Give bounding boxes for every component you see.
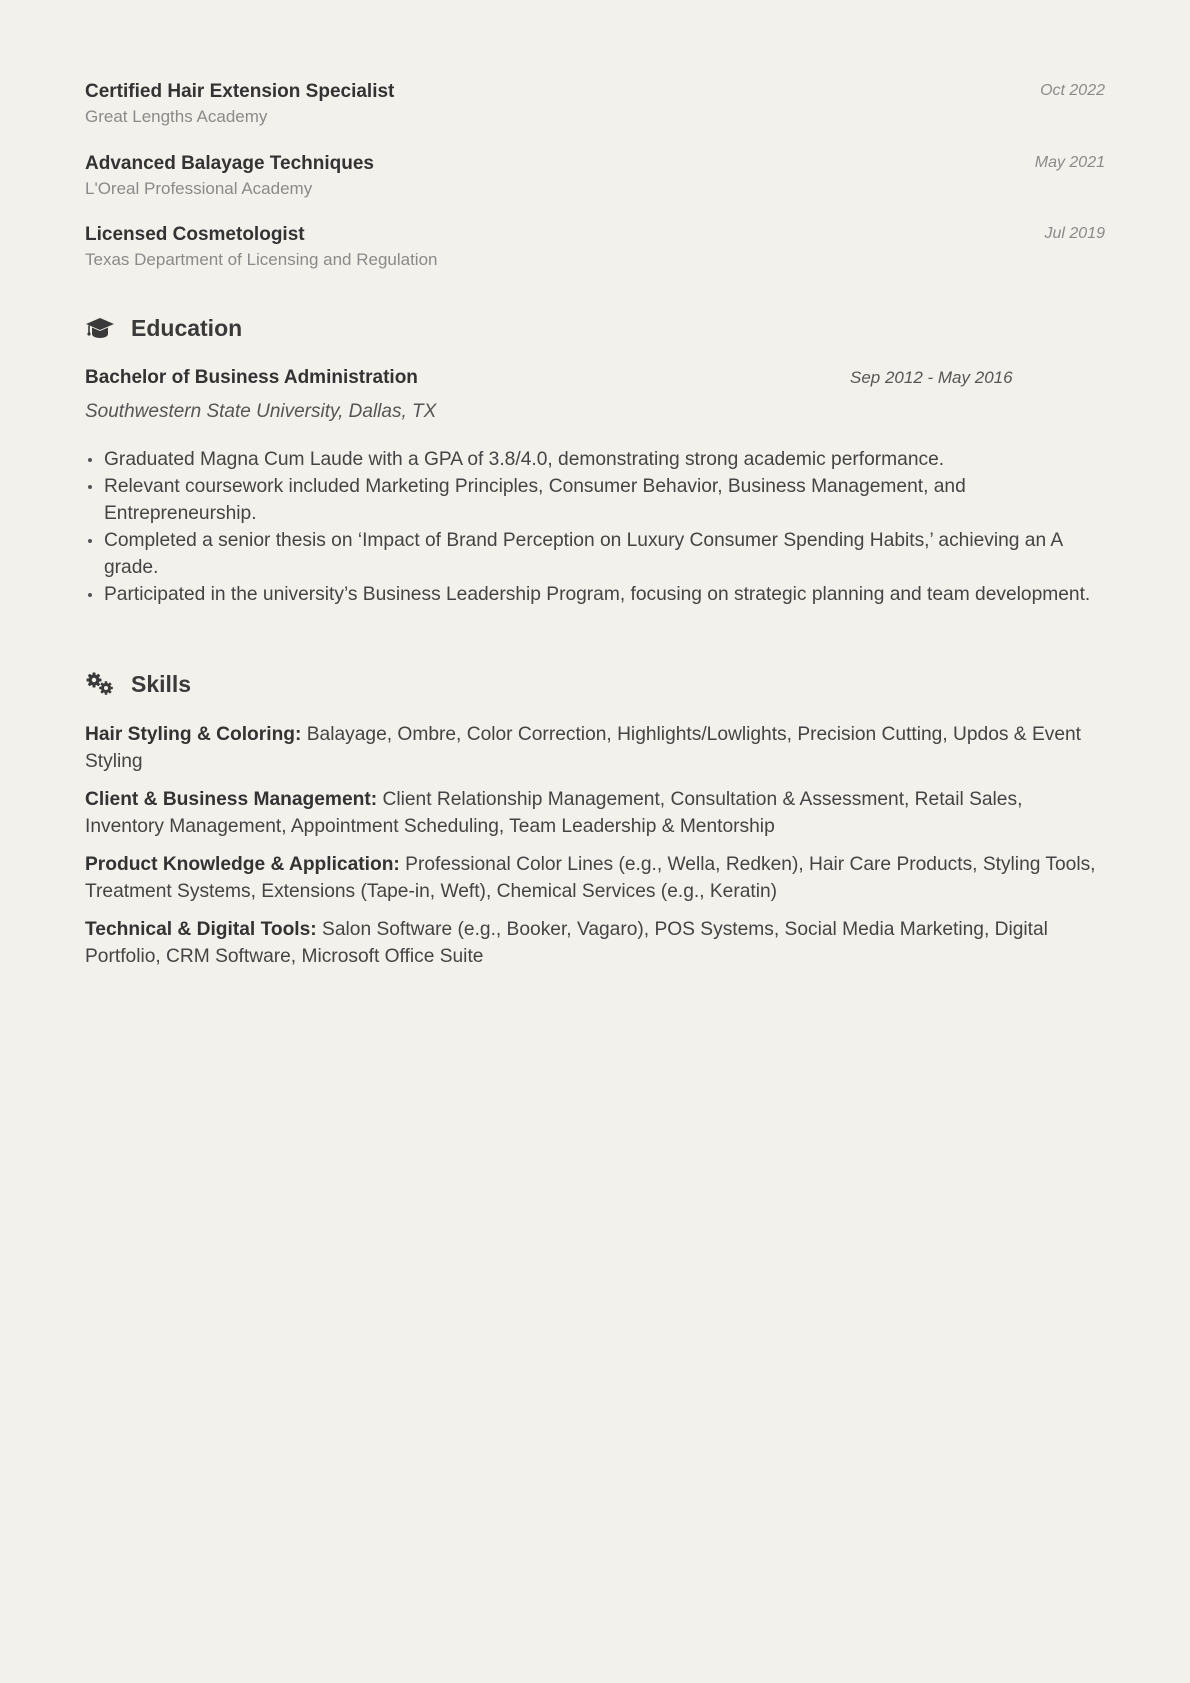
education-section-header bbox=[85, 314, 242, 342]
education-dates: Sep 2012 - May 2016 bbox=[850, 368, 1013, 387]
certification-issuer: Texas Department of Licensing and Regulation bbox=[85, 250, 438, 269]
skill-row bbox=[85, 721, 1105, 775]
certification-date: Oct 2022 bbox=[1040, 82, 1105, 99]
skill-items: Client Relationship Management, Consultation & Assessment, Retail Sales, Inventory Management, Appointment Scheduling, Team Leadership & Mentorship bbox=[85, 789, 1023, 837]
certification-item bbox=[85, 223, 1105, 271]
list-item: Relevant coursework included Marketing Principles, Consumer Behavior, Business Management, and Entrepreneurship. bbox=[104, 473, 1105, 527]
education-degree: Bachelor of Business Administration bbox=[85, 367, 418, 388]
skill-category-label: Hair Styling & Coloring: bbox=[85, 724, 302, 745]
certification-title: Certified Hair Extension Specialist bbox=[85, 81, 395, 102]
certification-issuer: Great Lengths Academy bbox=[85, 107, 268, 126]
skill-category-label: Product Knowledge & Application: bbox=[85, 854, 400, 875]
education-bullet-list bbox=[85, 446, 1105, 608]
certification-date: Jul 2019 bbox=[1044, 225, 1105, 242]
skill-category-label: Technical & Digital Tools: bbox=[85, 919, 317, 940]
skills-section-header bbox=[85, 670, 191, 698]
graduation-cap-icon bbox=[85, 316, 115, 340]
skill-items: Professional Color Lines (e.g., Wella, Redken), Hair Care Products, Styling Tools, Treatment Systems, Extensions (Tape-in, Weft), Chemical Services (e.g., Keratin) bbox=[85, 854, 1096, 902]
skills-list bbox=[85, 721, 1105, 981]
skill-row bbox=[85, 786, 1105, 840]
skill-row bbox=[85, 851, 1105, 905]
gears-icon bbox=[85, 672, 115, 696]
list-item: Completed a senior thesis on ‘Impact of Brand Perception on Luxury Consumer Spending Habits,’ achieving an A grade. bbox=[104, 527, 1105, 581]
certification-date: May 2021 bbox=[1034, 154, 1105, 171]
list-item: Participated in the university’s Business Leadership Program, focusing on strategic planning and team development. bbox=[104, 581, 1105, 608]
certification-title: Advanced Balayage Techniques bbox=[85, 153, 374, 174]
skill-items: Salon Software (e.g., Booker, Vagaro), POS Systems, Social Media Marketing, Digital Portfolio, CRM Software, Microsoft Office Suite bbox=[85, 919, 1048, 967]
education-heading: Education bbox=[131, 315, 243, 341]
skills-heading: Skills bbox=[131, 671, 192, 697]
certification-issuer: L'Oreal Professional Academy bbox=[85, 179, 313, 198]
skill-items: Balayage, Ombre, Color Correction, Highlights/Lowlights, Precision Cutting, Updos & Event Styling bbox=[85, 724, 1082, 772]
certification-item bbox=[85, 152, 1105, 200]
certification-title: Licensed Cosmetologist bbox=[85, 224, 305, 245]
skill-category-label: Client & Business Management: bbox=[85, 789, 378, 810]
list-item: Graduated Magna Cum Laude with a GPA of 3.8/4.0, demonstrating strong academic performance. bbox=[104, 446, 1105, 473]
skill-row bbox=[85, 916, 1105, 970]
certification-item bbox=[85, 80, 1105, 128]
education-school: Southwestern State University, Dallas, TX bbox=[85, 401, 437, 422]
